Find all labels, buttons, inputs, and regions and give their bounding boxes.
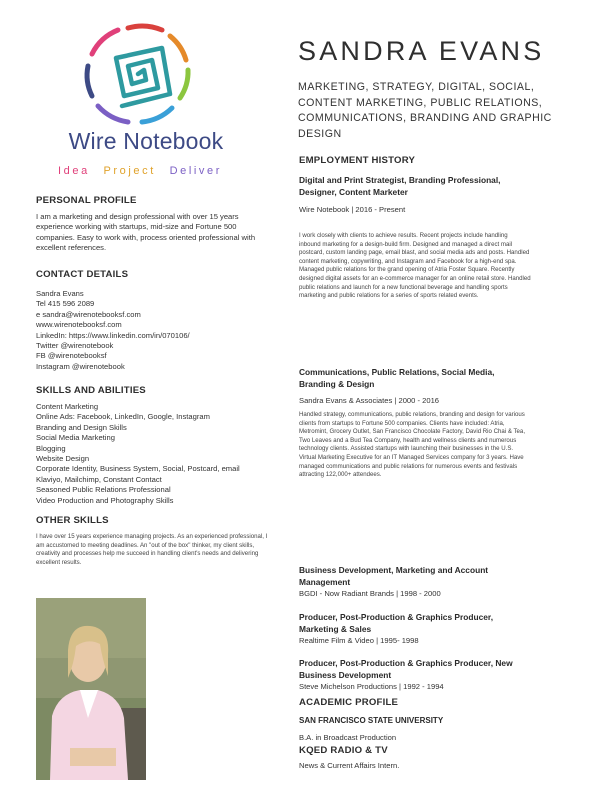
candidate-subtitle: MARKETING, STRATEGY, DIGITAL, SOCIAL, CONTENT MARKETING, PUBLIC RELATIONS, COMMUNICATIONS, BRANDING AND GRAPHIC DESIGN [298, 81, 552, 140]
skills-heading: SKILLS AND ABILITIES [36, 385, 146, 396]
contact-phone: Tel 415 596 2089 [36, 299, 95, 309]
logo-tagline [58, 165, 238, 177]
other-skills-text: I have over 15 years experience managing projects. As an experienced professional, I am accustomed to meeting deadlines. An "out of the box" thinker, my client skills, creativity and processes help me succeed in handling client's needs and delivering excellent results. [36, 533, 268, 566]
skill-item: Social Media Marketing [36, 433, 115, 443]
contact-twitter: Twitter @wirenotebook [36, 341, 114, 351]
job-description: Handled strategy, communications, public relations, branding and design for various clients from startups to Fortune 500 companies. Clients have included: Atria, Metromint, Grocery Outlet, San Francisco Chocolate Factory, David Rio Chai & Tea, Two Leaves and a Bud Tea Company, health and wellness clients and numerous technology clients. Assisted startups with launching their businesses in the U.S. Virtual Marketing Executive for an IT Managed Services company for 3 years. Have managed communications and public relations for numerous events and festivals attracting 122,000+ attendees. [299, 411, 526, 479]
skills-list [36, 402, 281, 506]
candidate-name: SANDRA EVANS [298, 36, 545, 66]
contact-linkedin-link[interactable]: LinkedIn: https://www.linkedin.com/in/070106/ [36, 330, 190, 340]
wire-notebook-logo-icon [82, 22, 194, 126]
job-description: I work closely with clients to achieve results. Recent projects include handling inbound marketing for a design-build firm. Designed and managed a direct mail postcard, custom landing page, email blast, and social media ads and posts. Handled content marketing, copywriting, and Instagram and Facebook for a high-end spa. Managed public relations for the grand opening of Atria Foster Square. Recently designed digital assets for an e-commerce manager for an online retail store. Handled public relations and launch for a new functional beverage and handling sports marketing and public relations for a series of sports related events. [299, 232, 531, 300]
tagline-word: Deliver [169, 165, 222, 177]
skill-item: Video Production and Photography Skills [36, 495, 174, 505]
contact-email-link[interactable]: e sandra@wirenotebooksf.com [36, 309, 141, 319]
skill-item: Klaviyo, Mailchimp, Constant Contact [36, 474, 162, 484]
job-title: Communications, Public Relations, Social Media, Branding & Design [299, 367, 495, 389]
logo-wordmark: Wire Notebook [68, 128, 224, 154]
employment-history-heading: EMPLOYMENT HISTORY [299, 155, 416, 166]
skill-item: Seasoned Public Relations Professional [36, 485, 171, 495]
academic-profile-heading: ACADEMIC PROFILE [299, 697, 399, 708]
school-name: SAN FRANCISCO STATE UNIVERSITY [299, 716, 444, 725]
contact-name: Sandra Evans [36, 289, 84, 298]
skill-item: Corporate Identity, Business System, Social, Postcard, email [36, 464, 240, 474]
tagline-word: Project [103, 165, 156, 177]
other-skills-heading: OTHER SKILLS [36, 515, 109, 526]
contact-instagram: Instagram @wirenotebook [36, 361, 125, 371]
personal-profile-heading: PERSONAL PROFILE [36, 195, 137, 206]
job-title: Producer, Post-Production & Graphics Producer, New Business Development [299, 658, 513, 680]
internship-role: News & Current Affairs Intern. [299, 761, 400, 770]
job-meta: Wire Notebook | 2016 - Present [299, 205, 406, 214]
skill-item: Website Design [36, 454, 90, 464]
contact-details-list [36, 289, 276, 372]
skill-item: Online Ads: Facebook, LinkedIn, Google, Instagram [36, 412, 210, 422]
contact-facebook: FB @wirenotebooksf [36, 351, 107, 361]
personal-profile-text: I am a marketing and design professional with over 15 years experience working with startups, mid-size and Fortune 500 companies. Easy to work with, process oriented professional with excellent references. [36, 212, 256, 253]
contact-details-heading: CONTACT DETAILS [36, 269, 129, 280]
profile-photo [36, 598, 146, 780]
job-meta: BGDI - Now Radiant Brands | 1998 - 2000 [299, 589, 441, 598]
skill-item: Branding and Design Skills [36, 422, 127, 432]
contact-website-link[interactable]: www.wirenotebooksf.com [36, 320, 122, 330]
skill-item: Content Marketing [36, 402, 99, 411]
job-meta: Sandra Evans & Associates | 2000 - 2016 [299, 396, 440, 405]
skill-item: Blogging [36, 443, 66, 453]
internship-title: KQED RADIO & TV [299, 745, 388, 756]
job-title: Producer, Post-Production & Graphics Producer, Marketing & Sales [299, 612, 494, 634]
tagline-word: Idea [58, 165, 90, 177]
job-meta: Steve Michelson Productions | 1992 - 1994 [299, 682, 444, 691]
job-title: Digital and Print Strategist, Branding Professional, Designer, Content Marketer [299, 175, 501, 197]
job-meta: Realtime Film & Video | 1995- 1998 [299, 636, 419, 645]
degree: B.A. in Broadcast Production [299, 733, 397, 742]
job-title: Business Development, Marketing and Account Management [299, 565, 489, 587]
